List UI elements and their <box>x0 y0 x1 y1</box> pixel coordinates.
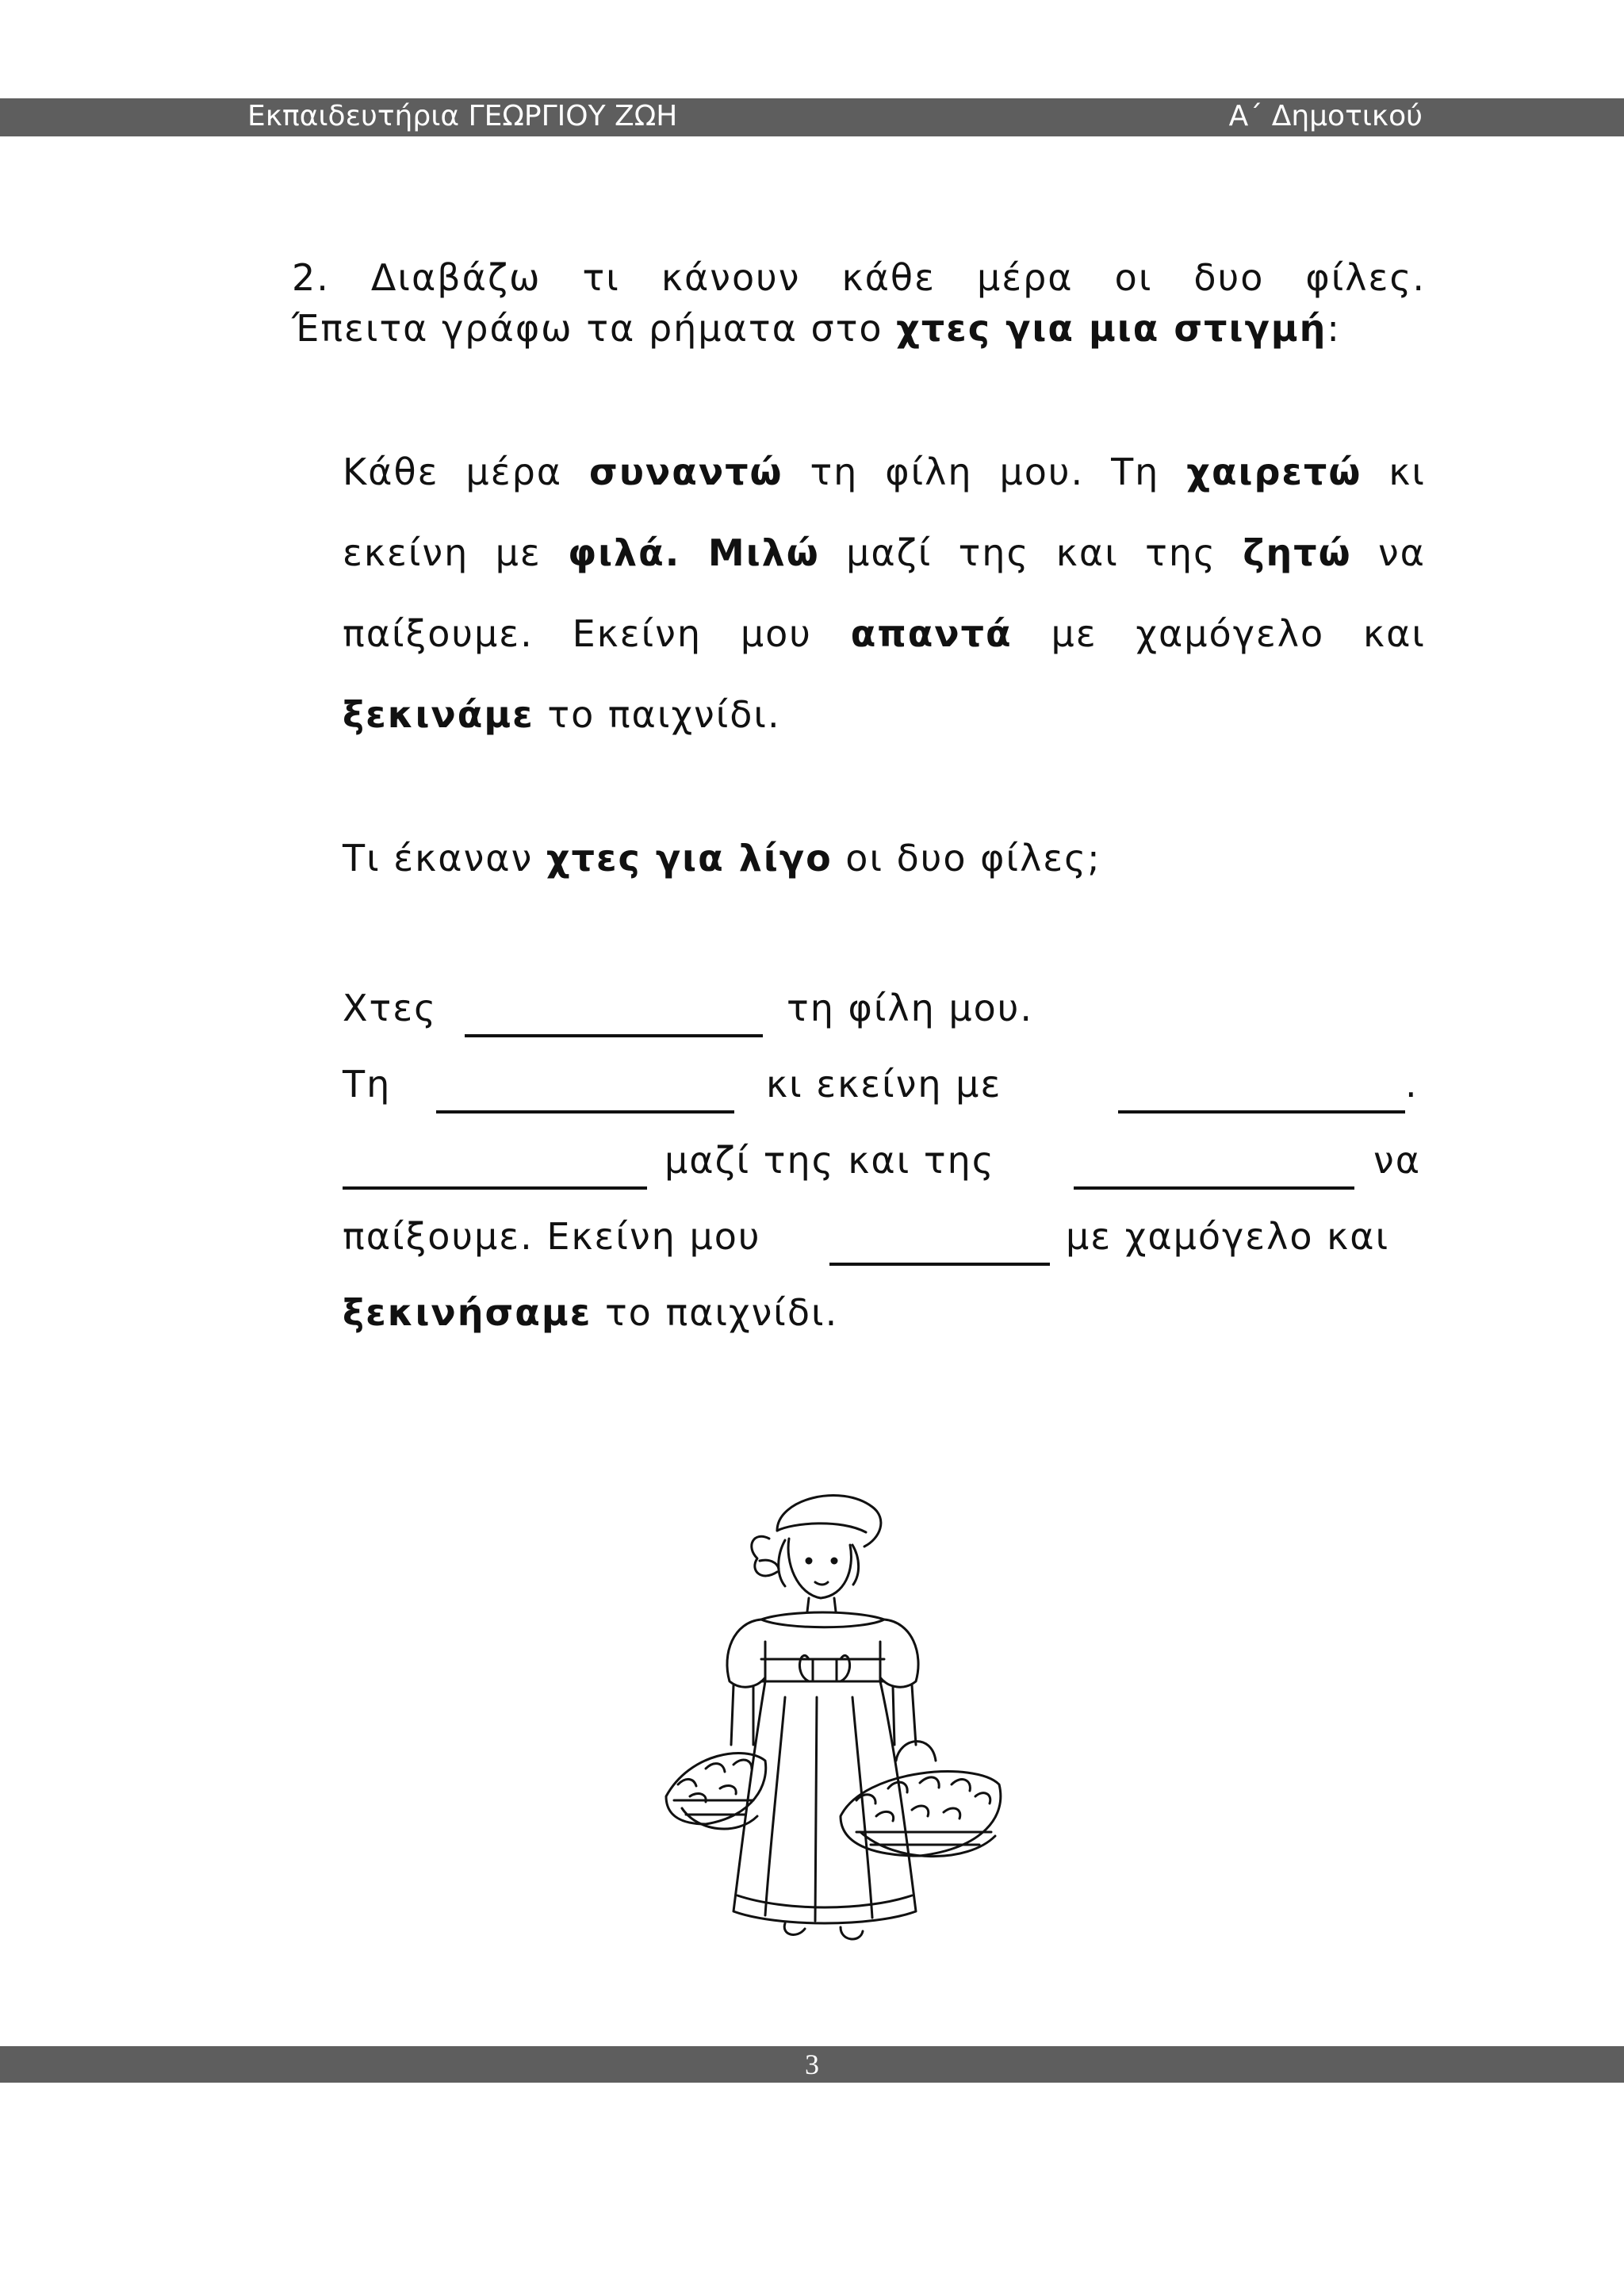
answer-row-1 <box>343 987 1426 1063</box>
passage-line-2 <box>343 512 1426 593</box>
header-bar <box>0 98 1624 136</box>
blank-line[interactable] <box>1074 1186 1354 1190</box>
answer-text: παίξουμε. Εκείνη μου <box>343 1215 761 1258</box>
answer-row-4 <box>343 1215 1426 1291</box>
passage-text: μαζί της και της <box>819 531 1243 574</box>
answer-text: με χαμόγελο και <box>1066 1215 1390 1258</box>
answer-text: Τη <box>343 1063 392 1106</box>
passage-verb: φιλά. Μιλώ <box>568 531 820 574</box>
task-line-2-colon: : <box>1327 307 1341 350</box>
answer-text: να <box>1373 1139 1422 1182</box>
task-line-2-bold: χτες για μια στιγμή <box>896 307 1327 350</box>
reading-passage <box>343 431 1426 755</box>
answer-text: μαζί της και της <box>665 1139 995 1182</box>
passage-line-1 <box>343 431 1426 512</box>
task-line-1: 2. Διαβάζω τι κάνουν κάθε μέρα οι δυο φίλες. <box>292 256 1426 299</box>
question-text: Τι έκαναν <box>343 837 546 880</box>
grade-label: Α΄ Δημοτικού <box>1228 100 1423 132</box>
passage-text: κι <box>1362 450 1426 493</box>
question <box>343 833 1101 884</box>
passage-text: να <box>1351 531 1426 574</box>
passage-verb: ζητώ <box>1243 531 1352 574</box>
passage-text: το παιχνίδι. <box>534 693 781 736</box>
passage-line-4 <box>343 674 1426 755</box>
passage-verb: χαιρετώ <box>1186 450 1362 493</box>
answer-row-2 <box>343 1063 1426 1139</box>
footer-bar <box>0 2046 1624 2083</box>
girl-with-flower-baskets-illustration <box>658 1483 1023 1959</box>
answer-text: . <box>1405 1063 1419 1106</box>
school-name: Εκπαιδευτήρια ΓΕΩΡΓΙΟΥ ΖΩΗ <box>247 100 678 132</box>
answer-text: τη φίλη μου. <box>787 987 1034 1029</box>
passage-line-3 <box>343 593 1426 674</box>
passage-text: τη φίλη μου. Τη <box>783 450 1187 493</box>
passage-verb: συναντώ <box>589 450 783 493</box>
passage-text: εκείνη με <box>343 531 569 574</box>
answer-row-5 <box>343 1291 1426 1367</box>
task-line-2-text: Έπειτα γράφω τα ρήματα στο <box>292 307 897 350</box>
question-text: οι δυο φίλες; <box>832 837 1101 880</box>
task-instructions <box>292 252 1426 354</box>
page-number: 3 <box>805 2049 819 2080</box>
answer-line-5 <box>343 1291 838 1334</box>
task-line-2 <box>292 303 1426 354</box>
passage-text: με χαμόγελο και <box>1012 612 1426 655</box>
answer-section <box>343 987 1426 1367</box>
blank-line[interactable] <box>1118 1110 1405 1114</box>
blank-line[interactable] <box>343 1186 647 1190</box>
answer-row-3 <box>343 1139 1426 1215</box>
blank-line[interactable] <box>436 1110 734 1114</box>
answer-text: το παιχνίδι. <box>592 1291 839 1334</box>
answer-text: Χτες <box>343 987 438 1029</box>
passage-text: παίξουμε. Εκείνη μου <box>343 612 851 655</box>
passage-verb: απαντά <box>850 612 1013 655</box>
answer-text: κι εκείνη με <box>766 1063 1002 1106</box>
passage-text: Κάθε μέρα <box>343 450 590 493</box>
passage-verb: ξεκινάμε <box>343 693 534 736</box>
answer-bold-verb: ξεκινήσαμε <box>343 1291 592 1334</box>
blank-line[interactable] <box>829 1263 1050 1266</box>
blank-line[interactable] <box>465 1034 763 1037</box>
question-bold: χτες για λίγο <box>546 837 833 880</box>
